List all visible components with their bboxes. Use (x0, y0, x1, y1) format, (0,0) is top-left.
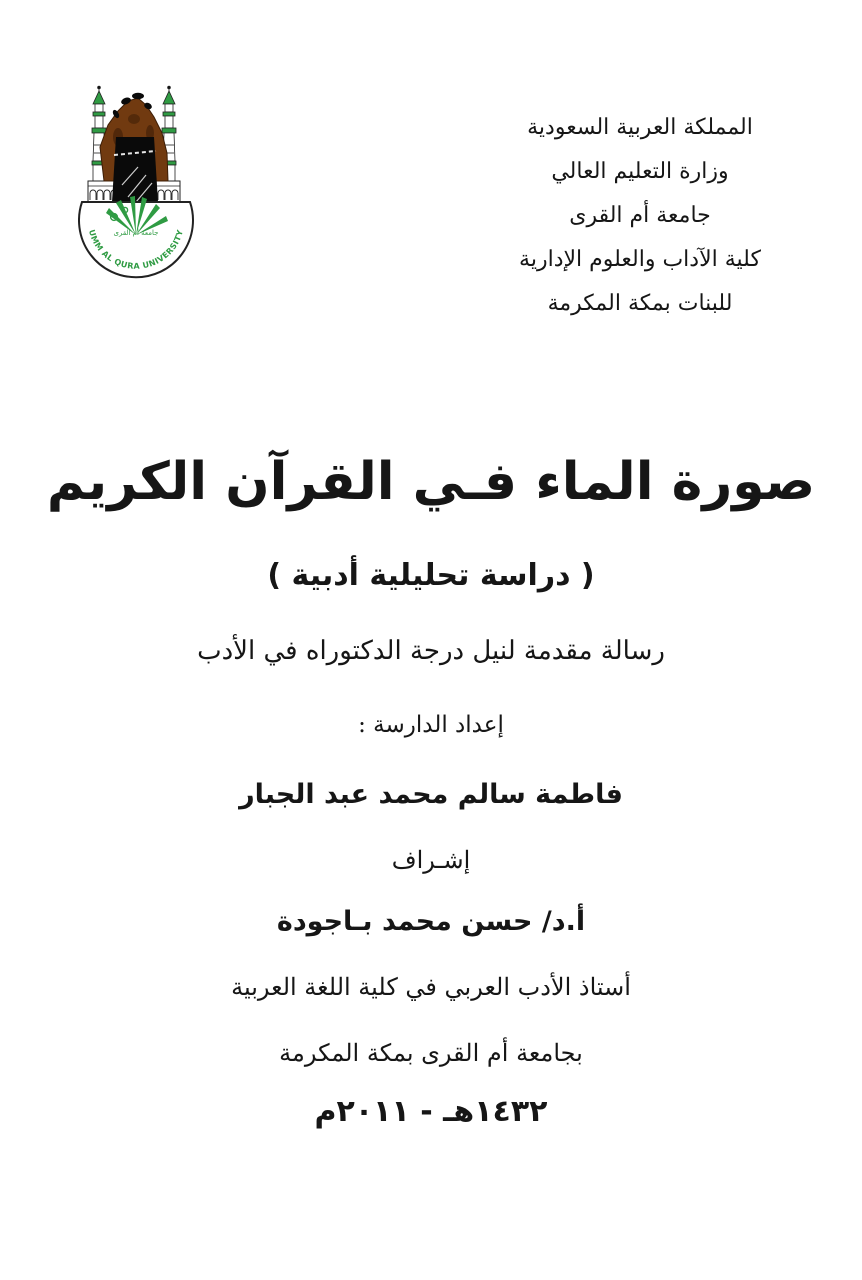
institution-header (470, 106, 810, 326)
umm-al-qura-university-logo (78, 85, 200, 285)
supervisor-title: أستاذ الأدب العربي في كلية اللغة العربية (231, 973, 631, 1001)
logo-arabic-name: جامعة أم القرى (113, 229, 159, 237)
header-ministry-line: وزارة التعليم العالي (551, 159, 729, 184)
logo-curved-text: UMM AL QURA UNIVERSITY (86, 228, 186, 271)
supervisor-affiliation: بجامعة أم القرى بمكة المكرمة (279, 1039, 583, 1067)
supervisor-name: أ.د/ حسن محمد بـاجودة (276, 906, 586, 937)
hijri-gregorian-date: ١٤٣٢هـ - ٢٠١١م (314, 1094, 548, 1129)
university-logo-icon (78, 85, 200, 285)
page-subtitle: ( دراسة تحليلية أدبية ) (267, 558, 595, 593)
student-name: فاطمة سالم محمد عبد الجبار (239, 779, 623, 810)
thesis-statement: رسالة مقدمة لنيل درجة الدكتوراه في الأدب (197, 636, 665, 666)
supervision-label: إشـراف (391, 846, 471, 874)
header-country-line: المملكة العربية السعودية (527, 115, 753, 140)
kaaba-icon (112, 137, 158, 202)
logo-seal-icon (79, 196, 193, 277)
page-title: صورة الماء فـي القرآن الكريم (46, 452, 816, 512)
prepared-by-label: إعداد الدارسة : (358, 712, 504, 738)
header-university-line: جامعة أم القرى (569, 203, 711, 228)
header-branch-line: للبنات بمكة المكرمة (547, 291, 733, 316)
header-college-line: كلية الآداب والعلوم الإدارية (519, 247, 761, 272)
